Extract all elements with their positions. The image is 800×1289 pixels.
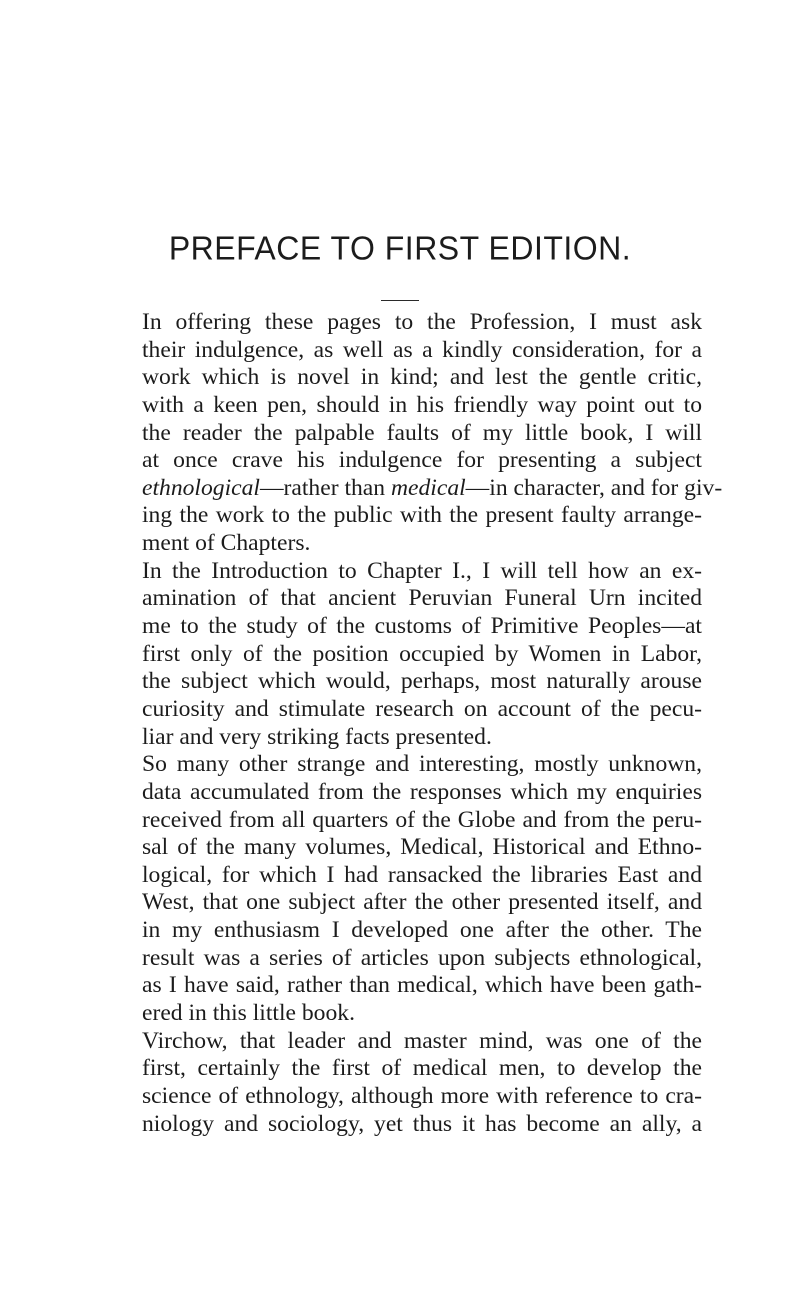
text-line-15: curiosity and stimulate research on account of the pecu-: [142, 695, 702, 722]
text-line-10: In the Introduction to Chapter I., I will tell how an ex-: [142, 557, 702, 584]
title-rule: [381, 300, 419, 301]
text-line-8: ing the work to the public with the present faulty arrange-: [142, 502, 702, 529]
text-line-9: ment of Chapters.: [142, 530, 311, 557]
text-line-28: first, certainly the first of medical men, to develop the: [142, 1055, 702, 1082]
text-line-25: as I have said, rather than medical, which have been gath-: [142, 972, 702, 999]
text-line-26: ered in this little book.: [142, 1000, 355, 1027]
text-rather-than: —rather than: [259, 474, 391, 501]
text-line-27: Virchow, that leader and master mind, was one of the: [142, 1027, 702, 1054]
text-line-14: the subject which would, perhaps, most naturally arouse: [142, 668, 702, 695]
text-line-13: first only of the position occupied by Women in Labor,: [142, 640, 702, 667]
text-line-18: data accumulated from the responses which my enquiries: [142, 778, 702, 805]
italic-ethnological: ethnological: [142, 474, 260, 501]
text-line-24: result was a series of articles upon subjects ethnological,: [142, 944, 702, 971]
text-line-5: the reader the palpable faults of my little book, I will: [142, 419, 702, 446]
text-line-3: work which is novel in kind; and lest the gentle critic,: [142, 364, 702, 391]
text-line-4: with a keen pen, should in his friendly way point out to: [142, 391, 702, 418]
text-line-1: In offering these pages to the Profession, I must ask: [142, 309, 702, 335]
text-line-19: received from all quarters of the Globe and from the peru-: [142, 806, 702, 833]
text-line-20: sal of the many volumes, Medical, Historical and Ethno-: [142, 834, 702, 861]
text-line-6: at once crave his indulgence for presenting a subject: [142, 447, 702, 474]
preface-body: [142, 309, 723, 1138]
text-line-12: me to the study of the customs of Primitive Peoples—at: [142, 613, 702, 640]
text-line-30: niology and sociology, yet thus it has become an ally, a: [142, 1110, 702, 1137]
text-line-17: So many other strange and interesting, mostly unknown,: [142, 751, 702, 778]
text-in-character: —in character, and for giv-: [465, 474, 723, 501]
italic-medical: medical: [390, 474, 466, 501]
text-line-16: liar and very striking facts presented.: [142, 723, 492, 750]
text-line-22: West, that one subject after the other presented itself, and: [142, 889, 702, 916]
text-line-2: their indulgence, as well as a kindly consideration, for a: [142, 336, 702, 363]
preface-title: PREFACE TO FIRST EDITION.: [168, 229, 632, 267]
text-line-11: amination of that ancient Peruvian Funeral Urn incited: [142, 585, 702, 612]
text-line-29: science of ethnology, although more with reference to cra-: [142, 1082, 702, 1109]
text-line-7: [142, 474, 723, 503]
text-line-23: in my enthusiasm I developed one after the other. The: [142, 917, 702, 944]
text-line-21: logical, for which I had ransacked the libraries East and: [142, 861, 702, 888]
